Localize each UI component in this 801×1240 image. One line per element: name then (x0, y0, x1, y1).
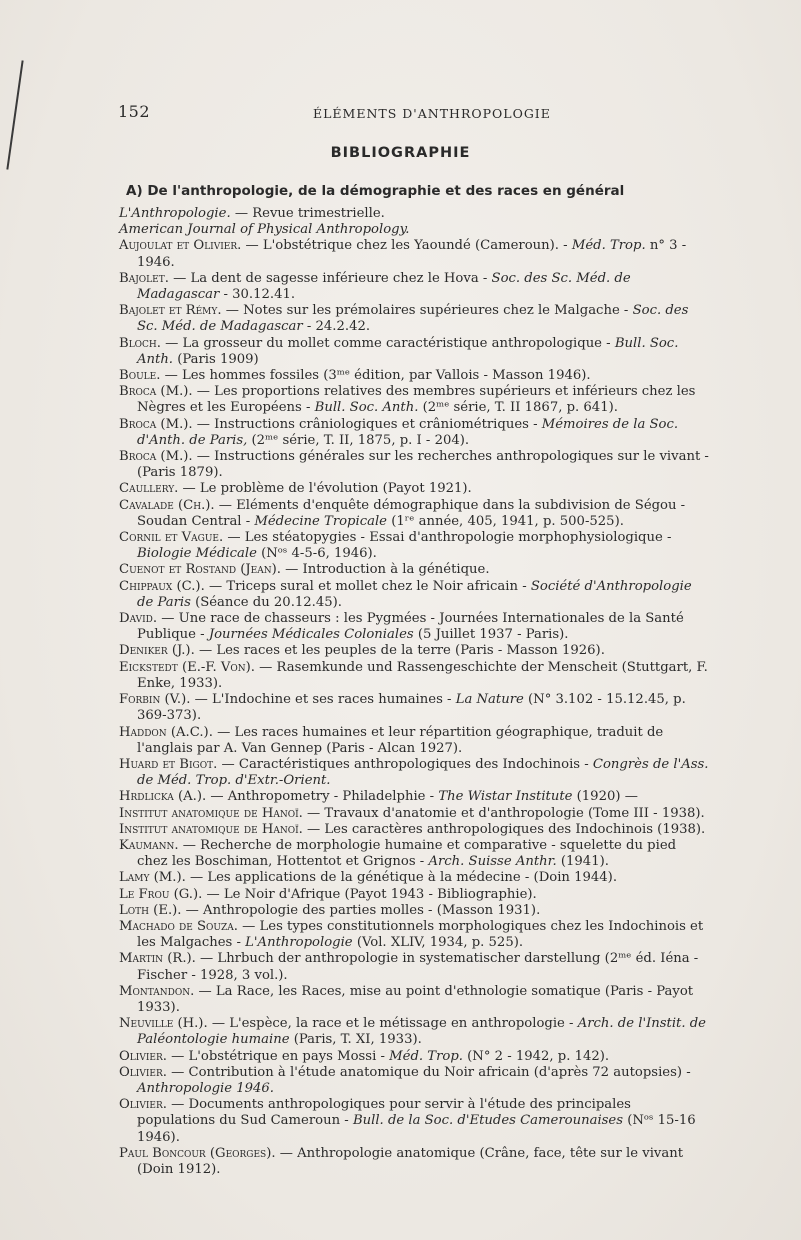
entry-source: Arch. de l'Instit. de Paléontologie humaine (137, 1016, 706, 1048)
entry-text: — L'Indochine et ses races humaines - (190, 692, 456, 708)
entry-source: The Wistar Institute (438, 789, 573, 805)
bibliography-entry (119, 611, 709, 643)
entry-author: Neuville (H.). (119, 1016, 208, 1032)
entry-details: (Paris, T. XI, 1933). (289, 1032, 422, 1048)
entry-text: — L'obstétrique en pays Mossi - (166, 1048, 390, 1064)
entry-source: Médecine Tropicale (254, 513, 387, 529)
entry-text: — La grosseur du mollet comme caractéristique anthropologique - (160, 335, 615, 351)
bibliography-entry (119, 417, 709, 449)
entry-author: Paul Boncour (Georges). (119, 1145, 276, 1161)
bibliography-entry (119, 1146, 709, 1178)
entry-source: Société d'Anthropologie de Paris (137, 578, 692, 610)
entry-author: Le Frou (G.). (119, 886, 203, 902)
entry-author: Cuenot et Rostand (Jean). (119, 562, 281, 578)
bibliography-entry (119, 384, 709, 416)
entry-details: - 30.12.41. (219, 287, 296, 303)
entry-author: Cavalade (Ch.). (119, 497, 215, 513)
subsection-title: A) De l'anthropologie, de la démographie et des races en général (126, 183, 625, 199)
entry-details: (1ʳᵉ année, 405, 1941, p. 500-525). (387, 513, 624, 529)
entry-author: Broca (M.). (119, 449, 193, 465)
entry-text: — Les hommes fossiles (3ᵐᵉ édition, par Vallois - Masson 1946). (160, 368, 591, 384)
entry-source: Journées Médicales Coloniales (208, 627, 414, 643)
entry-details: (N° 2 - 1942, p. 142). (462, 1048, 610, 1064)
entry-details: (Vol. XLIV, 1934, p. 525). (352, 935, 524, 951)
entry-source: Méd. Trop. (571, 238, 646, 254)
page-number: 152 (118, 102, 151, 121)
entry-author: Institut anatomique de Hanoï. (119, 805, 303, 821)
entry-text: — La dent de sagesse inférieure chez le Hova - (168, 270, 492, 286)
bibliography-entry (119, 660, 709, 692)
bibliography-entry (119, 692, 709, 724)
bibliography-entry (119, 951, 709, 983)
entry-source: Arch. Suisse Anthr. (428, 854, 557, 870)
entry-source: Bull. Soc. Anth. (314, 400, 419, 416)
bibliography-entry (119, 206, 709, 222)
entry-source: Bull. de la Soc. d'Etudes Camerounaises (352, 1113, 623, 1129)
entry-details: (Nᵒˢ 15-16 1946). (137, 1113, 696, 1145)
entry-details: — Revue trimestrielle. (230, 206, 385, 221)
bibliography-entry (119, 1016, 709, 1048)
entry-source: Congrès de l'Ass. de Méd. Trop. d'Extr.-Orient. (137, 756, 709, 789)
entry-author: Broca (M.). (119, 416, 193, 432)
entry-text: — Instructions générales sur les recherches anthropologiques sur le vivant - (Paris 1879). (137, 449, 709, 481)
bibliography-entry (119, 887, 709, 903)
bibliography-list (119, 206, 709, 1178)
entry-text: — Une race de chasseurs : les Pygmées - Journées Internationales de la Santé Publique - (137, 611, 684, 643)
entry-author: Institut anatomique de Hanoï. (119, 821, 303, 837)
entry-source: Soc. des Sc. Méd. de Madagascar (137, 270, 631, 303)
entry-source: Biologie Médicale (137, 546, 257, 562)
bibliography-entry (119, 643, 709, 659)
entry-author: Kaumann. (119, 837, 179, 853)
entry-author: Haddon (A.C.). (119, 724, 213, 740)
entry-details: (2ᵐᵉ série, T. II 1867, p. 641). (418, 400, 618, 416)
entry-details: (1941). (556, 854, 609, 870)
bibliography-entry (119, 336, 709, 368)
entry-details: (N° 3.102 - 15.12.45, p. 369-373). (137, 692, 686, 724)
entry-text: — Anthropometry - Philadelphie - (206, 789, 439, 805)
entry-author: Forbin (V.). (119, 692, 191, 708)
entry-details: - 24.2.42. (302, 319, 371, 335)
entry-text: — Instructions crâniologiques et crâniométriques - (192, 416, 542, 432)
entry-text: — L'obstétrique chez les Yaoundé (Cameroun). - (241, 238, 572, 254)
entry-details: (Séance du 20.12.45). (190, 594, 342, 610)
entry-text: — Les races humaines et leur répartition géographique, traduit de l'anglais par A. Van Gennep (Paris - Alcan 1927). (137, 724, 664, 756)
entry-text: — L'espèce, la race et le métissage en anthropologie - (207, 1016, 578, 1032)
entry-author: Cornil et Vague. (119, 530, 224, 546)
entry-source: La Nature (455, 692, 524, 708)
entry-text: — Eléments d'enquête démographique dans la subdivision de Ségou - Soudan Central - (137, 497, 686, 529)
entry-details: (2ᵐᵉ série, T. II, 1875, p. I - 204). (247, 432, 470, 448)
entry-text: — Documents anthropologiques pour servir à l'étude des principales populations du Sud Cameroun - (137, 1097, 631, 1129)
entry-author: Boule. (119, 368, 161, 384)
entry-text: — Introduction à la génétique. (280, 562, 490, 578)
bibliography-entry (119, 806, 709, 822)
entry-author: Deniker (J.). (119, 643, 195, 659)
entry-text: — Rasemkunde und Rassengeschichte der Menscheit (Stuttgart, F. Enke, 1933). (137, 659, 708, 691)
bibliography-entry (119, 822, 709, 838)
entry-text: — Les applications de la génétique à la médecine - (Doin 1944). (185, 870, 618, 886)
entry-text: — Anthropologie des parties molles - (Masson 1931). (181, 902, 541, 918)
entry-source: Anthropologie 1946. (137, 1080, 275, 1096)
entry-text: — Notes sur les prémolaires supérieures chez le Malgache - (221, 303, 633, 319)
entry-text: — Le Noir d'Afrique (Payot 1943 - Bibliographie). (202, 886, 537, 902)
entry-author: Lamy (M.). (119, 870, 186, 886)
entry-text: — Les proportions relatives des membres supérieurs et inférieurs chez les Nègres et les Européens - (137, 384, 696, 416)
bibliography-entry (119, 562, 709, 578)
bibliography-entry (119, 984, 709, 1016)
bibliography-entry (119, 368, 709, 384)
page-header (118, 102, 708, 124)
bibliography-entry (119, 238, 709, 270)
running-title: ÉLÉMENTS D'ANTHROPOLOGIE (313, 106, 551, 121)
entry-author: Loth (E.). (119, 902, 182, 918)
entry-source: L'Anthropologie (245, 935, 353, 951)
entry-author: Olivier. (119, 1097, 167, 1113)
entry-author: Bajolet et Rémy. (119, 303, 222, 319)
bibliography-entry (119, 725, 709, 757)
entry-author: Huard et Bigot. (119, 756, 218, 772)
bibliography-entry (119, 222, 709, 238)
entry-author: Aujoulat et Olivier. (119, 238, 242, 254)
entry-author: Bajolet. (119, 270, 169, 286)
entry-source: Soc. des Sc. Méd. de Madagascar (137, 303, 689, 335)
entry-text: — Contribution à l'étude anatomique du Noir africain (d'après 72 autopsies) - (166, 1064, 691, 1080)
entry-author: Olivier. (119, 1064, 167, 1080)
entry-text: — Les caractères anthropologiques des Indochinois (1938). (302, 821, 706, 837)
bibliography-entry (119, 903, 709, 919)
entry-author: Chippaux (C.). (119, 578, 205, 594)
entry-text: — Les types constitutionnels morphologiques chez les Indochinois et les Malgaches - (137, 918, 704, 951)
entry-text: — Les races et les peuples de la terre (Paris - Masson 1926). (194, 643, 605, 659)
entry-details: (1920) — (572, 789, 638, 805)
entry-author: Caullery. (119, 481, 179, 497)
entry-text: — Triceps sural et mollet chez le Noir africain - (204, 578, 531, 594)
entry-author: Bloch. (119, 335, 161, 351)
bibliography-entry (119, 789, 709, 805)
bibliography-entry (119, 1097, 709, 1146)
entry-text: — Recherche de morphologie humaine et comparative - squelette du pied chez les Boschiman, Hottentot et Grignos - (137, 837, 677, 870)
entry-text: — Anthropologie anatomique (Crâne, face, tête sur le vivant (Doin 1912). (137, 1145, 684, 1177)
entry-author: David. (119, 611, 158, 627)
entry-source: L'Anthropologie. (119, 206, 231, 221)
bibliography-entry (119, 449, 709, 481)
bibliography-entry (119, 579, 709, 611)
entry-text: — La Race, les Races, mise au point d'ethnologie somatique (Paris - Payot 1933). (137, 983, 694, 1015)
bibliography-entry (119, 1065, 709, 1097)
entry-source: American Journal of Physical Anthropology. (119, 222, 410, 238)
entry-text: — Le problème de l'évolution (Payot 1921). (178, 481, 472, 497)
entry-author: Machado de Souza. (119, 918, 238, 934)
section-title: BIBLIOGRAPHIE (330, 145, 471, 161)
entry-author: Eickstedt (E.-F. Von). (119, 659, 255, 675)
entry-details: (5 Juillet 1937 - Paris). (413, 627, 569, 643)
bibliography-entry (119, 838, 709, 870)
bibliography-entry (119, 498, 709, 530)
bibliography-entry (119, 303, 709, 335)
entry-author: Martin (R.). (119, 951, 196, 967)
bibliography-entry (119, 271, 709, 303)
entry-author: Montandon. (119, 983, 195, 999)
bibliography-entry (119, 1049, 709, 1065)
bibliography-entry (119, 870, 709, 886)
entry-text: — Travaux d'anatomie et d'anthropologie (Tome III - 1938). (302, 805, 705, 821)
entry-text: — Lhrbuch der anthropologie in systematischer darstellung (2ᵐᵉ éd. Iéna - Fischer - 1928, 3 vol.). (137, 951, 699, 983)
entry-details: (Paris 1909) (173, 351, 259, 367)
entry-source: Mémoires de la Soc. d'Anth. de Paris, (137, 416, 679, 448)
entry-source: Méd. Trop. (389, 1048, 463, 1064)
entry-author: Olivier. (119, 1048, 167, 1064)
entry-text: — Les stéatopygies - Essai d'anthropologie morphophysiologique - (223, 530, 672, 546)
bibliography-entry (119, 530, 709, 562)
bibliography-entry (119, 919, 709, 951)
entry-author: Broca (M.). (119, 384, 193, 400)
entry-text: — Caractéristiques anthropologiques des Indochinois - (217, 756, 593, 772)
entry-source: Bull. Soc. Anth. (137, 335, 679, 367)
entry-author: Hrdlicka (A.). (119, 789, 207, 805)
entry-details: (Nᵒˢ 4-5-6, 1946). (256, 546, 377, 562)
bibliography-entry (119, 757, 709, 789)
entry-details: n° 3 - 1946. (137, 238, 687, 270)
bibliography-entry (119, 481, 709, 497)
